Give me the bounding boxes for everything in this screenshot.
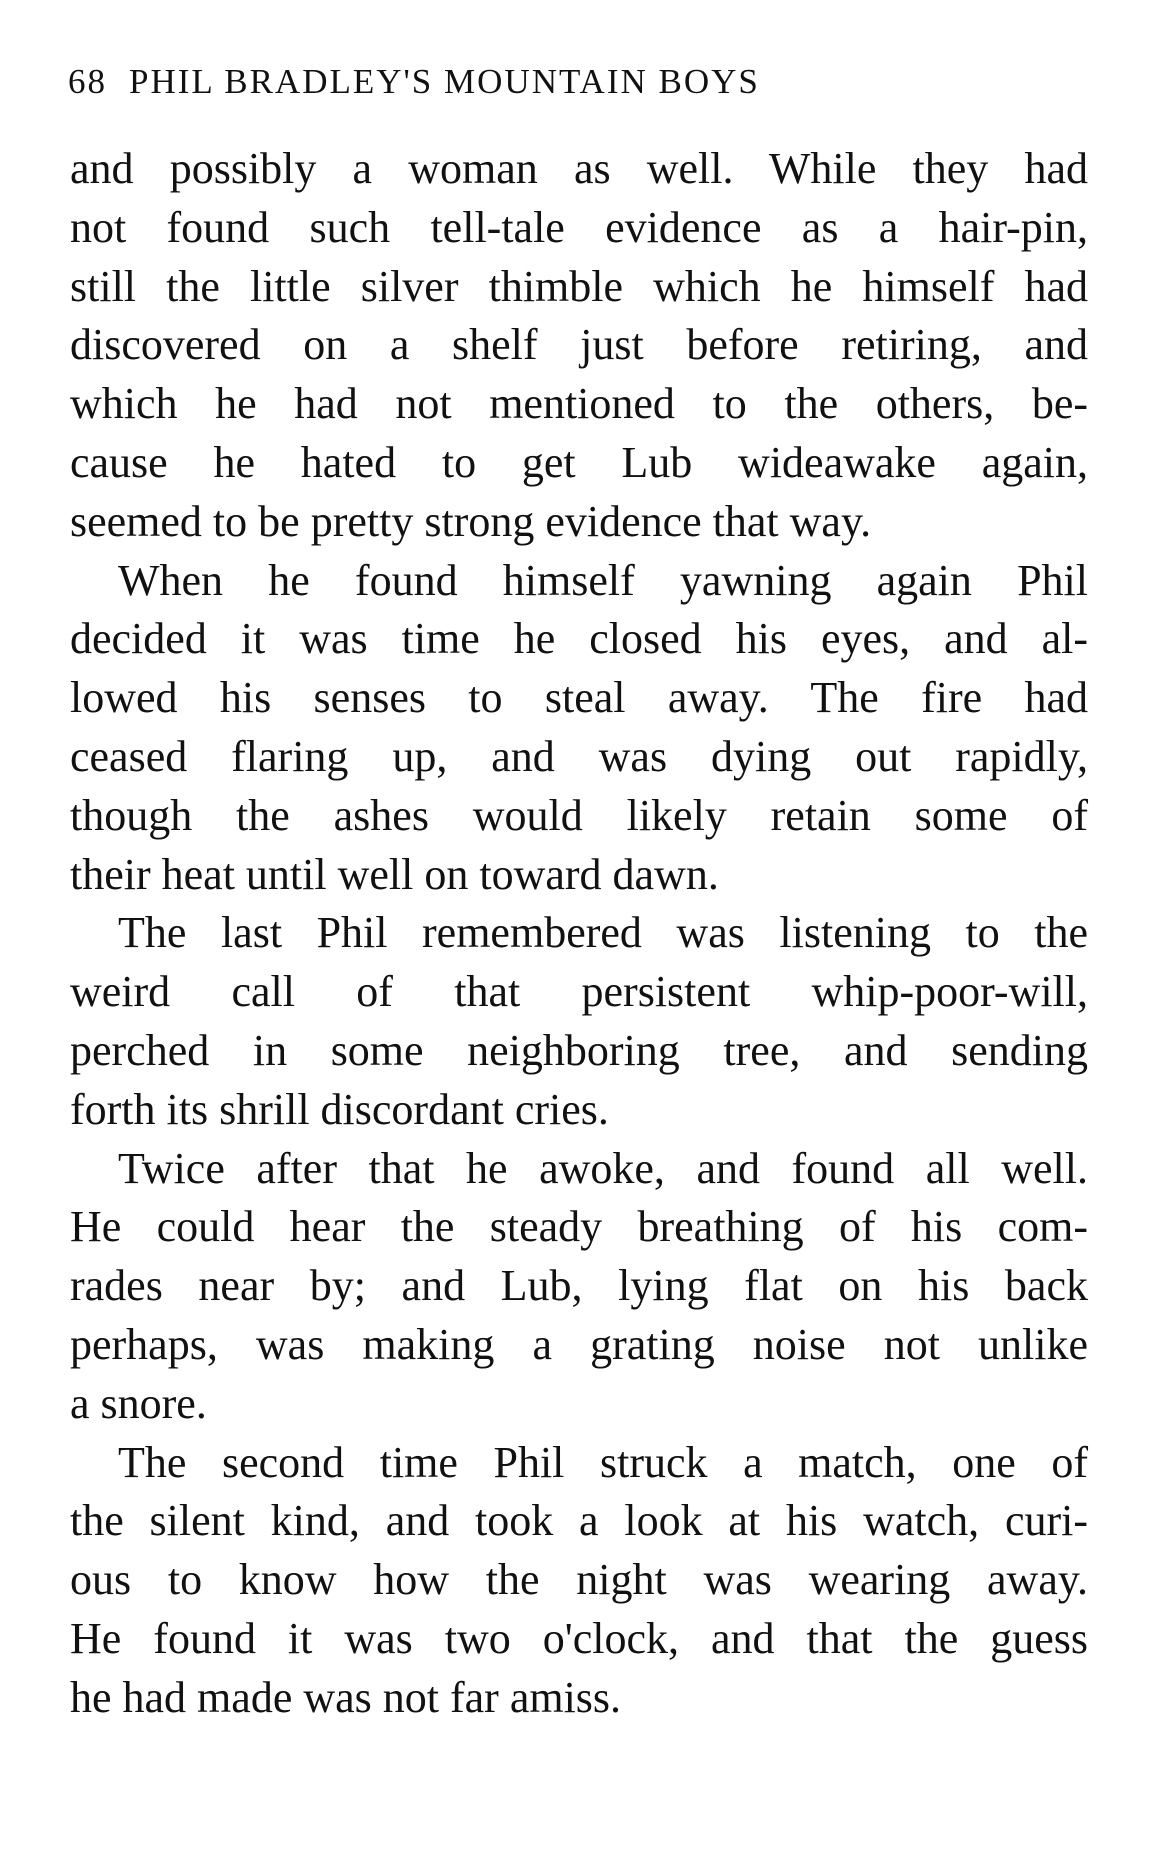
text-line: perhaps, was making a grating noise not unlike	[70, 1319, 1088, 1369]
text-line: not found such tell-tale evidence as a hair-pin,	[70, 202, 1088, 252]
text-line: he had made was not far amiss.	[70, 1672, 622, 1722]
paragraph	[70, 1140, 1088, 1434]
text-line: The last Phil remembered was listening to the	[118, 908, 1088, 958]
text-line: Twice after that he awoke, and found all well.	[118, 1143, 1088, 1193]
text-line: ceased flaring up, and was dying out rapidly,	[70, 731, 1088, 781]
text-line: weird call of that persistent whip-poor-will,	[70, 967, 1088, 1017]
text-line: their heat until well on toward dawn.	[70, 849, 719, 899]
running-head	[68, 60, 1088, 104]
text-line: cause he hated to get Lub wideawake again,	[70, 437, 1088, 487]
body-text	[70, 140, 1088, 1728]
text-line: and possibly a woman as well. While they had	[70, 144, 1088, 193]
text-line: He could hear the steady breathing of his com-	[70, 1202, 1088, 1252]
text-line: decided it was time he closed his eyes, and al-	[70, 614, 1088, 664]
text-line: discovered on a shelf just before retiring, and	[70, 320, 1088, 370]
text-line: a snore.	[70, 1378, 207, 1428]
text-line: forth its shrill discordant cries.	[70, 1084, 609, 1134]
text-line: perched in some neighboring tree, and sending	[70, 1025, 1088, 1075]
page-number: 68	[68, 62, 107, 101]
text-line: which he had not mentioned to the others, be-	[70, 379, 1088, 429]
text-line: though the ashes would likely retain some of	[70, 790, 1088, 840]
text-line: lowed his senses to steal away. The fire had	[70, 673, 1088, 723]
text-line: seemed to be pretty strong evidence that way.	[70, 496, 872, 546]
text-line: rades near by; and Lub, lying flat on his back	[70, 1261, 1088, 1311]
text-line: The second time Phil struck a match, one of	[118, 1437, 1088, 1487]
text-line: When he found himself yawning again Phil	[118, 555, 1088, 605]
text-line: still the little silver thimble which he himself had	[70, 261, 1088, 311]
text-line: ous to know how the night was wearing away.	[70, 1555, 1088, 1605]
text-line: the silent kind, and took a look at his watch, curi-	[70, 1496, 1088, 1546]
paragraph	[70, 904, 1088, 1139]
paragraph	[70, 140, 1088, 552]
paragraph	[70, 552, 1088, 905]
text-line: He found it was two o'clock, and that the guess	[70, 1613, 1088, 1663]
running-title: PHIL BRADLEY'S MOUNTAIN BOYS	[129, 62, 760, 101]
paragraph	[70, 1434, 1088, 1728]
